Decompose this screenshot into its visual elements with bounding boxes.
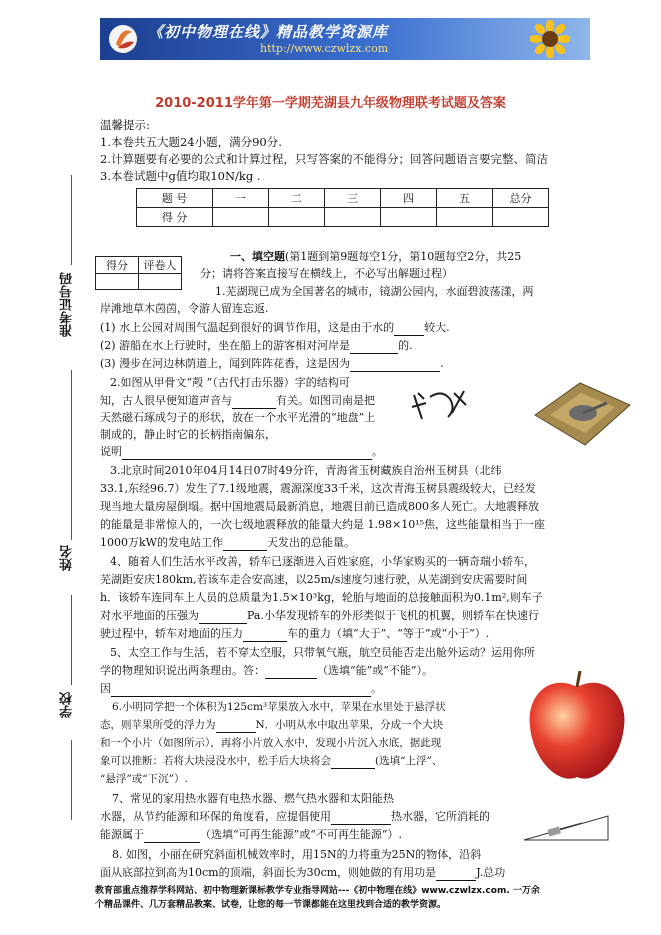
score-table-header: 总分 [493,189,549,208]
question-text: 1000万kW的发电站工作 [100,536,223,549]
answer-blank[interactable] [331,810,391,825]
score-row-label: 得 分 [137,208,213,227]
question-text: 5、太空工作与生活，若不穿太空服，只带氧气瓶，航空员能否走出舱外运动？运用你所 [110,646,535,659]
question-text: 能源属于 [100,828,144,841]
answer-blank[interactable] [394,321,424,336]
question-text: 较大. [424,321,450,334]
score-table-header: 一 [213,189,269,208]
question-text: (1) 水上公园对周围气温起到很好的调节作用，这是由于水的 [100,321,395,334]
score-cell[interactable] [381,208,437,227]
question-text: N．小明从水中取出苹果，分成一个大块 [255,719,444,731]
question-text: 有关。如图司南是把 [276,394,375,407]
question-text: 3.北京时间2010年04月14日07时49分许，青海省玉树藏族自治州玉树县（北纬 [110,464,502,477]
question-text: h．该轿车连同车上人员的总质量为1.5×10³kg，轮胎与地面的总接触面积为0.1m²,则车子 [100,591,543,604]
answer-blank[interactable] [216,718,256,733]
banner-title: 《初中物理在线》精品教学资源库 [148,23,389,41]
section-note: (第1题到第9题每空1分，第10题每空2分，共25 [285,250,522,263]
question-text: 说明 [100,445,122,458]
score-table [136,188,549,227]
section-heading: 一、填空题 [230,250,285,263]
question-text: （选填“能”或“不能”）。 [317,664,433,677]
binding-line [71,370,72,540]
question-text: 7、常见的家用热水器有电热水器、燃气热水器和太阳能热 [112,792,394,805]
question-text: （选填“可再生能源”或“不可再生能源”）. [200,828,402,841]
footer-text: 个精品课件、几万套精品教案、试卷，让您的每一节课都能在这里找到合适的教学资源。 [95,900,447,910]
header-banner [100,18,590,60]
score-cell[interactable] [493,208,549,227]
question-text: 2.如图从甲骨文“殸 ”（古代打击乐器）字的结构可 [110,376,350,389]
grader-table [95,256,182,290]
score-cell[interactable] [269,208,325,227]
logo-icon [108,22,138,56]
question-text: 现当地大量房屋倒塌。据中国地震局最新消息，地震目前已造成800多人死亡。大地震释放 [100,500,539,513]
answer-blank[interactable] [144,828,200,843]
notice-item: 1.本卷共五大题24小题，满分90分. [100,135,282,149]
question-text: 。 [372,445,383,458]
notice-heading: 温馨提示: [100,118,150,132]
answer-blank[interactable] [223,536,267,551]
question-text: 制成的，静止时它的长柄指南偏东， [100,428,276,441]
question-text: 的. [398,339,413,352]
question-text: 8. 如图，小丽在研究斜面机械效率时，用15N的力将重为25N的物体，沿斜 [112,848,482,861]
footer-text: 教育部重点推荐学科网站、初中物理新课标教学专业指导网站---《初中物理在线》www.czwlzx.com. 一万余 [95,886,540,896]
notice-item: 2.计算题要有必要的公式和计算过程，只写答案的不能得分；回答问题语言要完整、简洁 [100,152,548,166]
question-text: (2) 游船在水上行驶时，坐在船上的游客相对河岸是 [100,339,351,352]
sunflower-icon [530,20,570,58]
question-text: 天然磁石琢成匀子的形状，放在一个水平光滑的“地盘”上 [100,411,376,424]
score-table-header: 四 [381,189,437,208]
question-text: (选填“上浮”、 [375,755,443,767]
document-title: 2010-2011学年第一学期芜湖县九年级物理联考试题及答案 [155,96,506,111]
grader-cell[interactable] [96,274,139,290]
grader-cell[interactable] [139,274,182,290]
question-text: 。 [371,682,382,695]
question-text: 象可以推断：若将大块浸没水中，松手后大块将会 [100,755,331,767]
answer-blank[interactable] [243,627,287,642]
question-text: 车的重力（填“大于”、“等于”或“小于”）. [287,627,490,640]
answer-blank[interactable] [122,445,372,460]
name-label: 姓名 [60,545,75,571]
question-text: 33.1,东经96.7）发生了7.1级地震，震源深度33千米，这次青海玉树县震级较大，已经发 [100,482,536,495]
oracle-bone-icon [408,385,470,429]
question-text: 和一个小片（如图所示），再将小片放入水中，发现小片沉入水底，据此现 [100,737,442,749]
exam-number-label: 准考证号码 [60,272,75,337]
notice-item: 3.本卷试题中g值均取10N/kg . [100,169,261,183]
question-text: 面从底部拉到高为10cm的顶端，斜面长为30cm，则她做的有用功是 [100,866,437,879]
score-cell[interactable] [213,208,269,227]
grader-header: 评卷人 [139,257,182,274]
score-table-header: 题 号 [137,189,213,208]
binding-line [71,175,72,265]
question-text: 驶过程中，轿车对地面的压力 [100,627,243,640]
apple-icon [520,665,635,790]
answer-blank[interactable] [199,609,247,624]
question-text: . [440,357,444,370]
question-text: 水器，从节约能源和环保的角度看，应提倡使用 [100,810,331,823]
answer-blank[interactable] [331,754,375,769]
answer-blank[interactable] [232,394,276,409]
question-text: 对水平地面的压强为 [100,609,199,622]
question-text: 因 [100,682,111,695]
grader-header: 得分 [96,257,139,274]
binding-line [71,595,72,685]
incline-icon [520,812,612,842]
question-text: 态，则苹果所受的浮力为 [100,719,216,731]
question-text: 热水器，它所消耗的 [391,810,490,823]
score-cell[interactable] [325,208,381,227]
answer-blank[interactable] [265,664,317,679]
score-table-header: 三 [325,189,381,208]
question-text: Pa.小华发现轿车的外形类似于飞机的机翼，则轿车在快速行 [247,609,539,622]
binding-line [71,740,72,820]
school-label: 学校 [60,692,75,718]
question-text: 岸滩地草木茵茵，令游人留连忘返. [100,302,269,315]
compass-sinan-icon [525,375,635,450]
question-text: 学的物理知识说出两条理由。答： [100,664,265,677]
question-text: “悬浮”或“下沉”）. [100,773,188,785]
answer-blank[interactable] [111,682,371,697]
answer-blank[interactable] [436,866,476,881]
question-text: 知，古人很早便知道声音与 [100,394,232,407]
question-text: 天发出的总能量。 [266,536,355,549]
answer-blank[interactable] [350,339,398,354]
score-table-header: 五 [437,189,493,208]
answer-blank[interactable] [350,357,440,372]
question-text: J.总功 [476,866,506,879]
question-text: 6.小明同学把一个体积为125cm³苹果放入水中，苹果在水里处于悬浮状 [112,701,446,713]
section-note: 分；请将答案直接写在横线上，不必写出解题过程） [200,267,453,280]
question-text: (3) 漫步在河边林荫道上，闻到阵阵花香，这是因为 [100,357,351,370]
question-text: 1.芜湖现已成为全国著名的城市，镜湖公园内，水面碧波荡漾，两 [215,285,534,298]
score-table-header: 二 [269,189,325,208]
question-text: 的能量是非常惊人的，一次七级地震释放的能量大约是 1.98×10¹⁵焦，这些能量相当于一座 [100,518,546,531]
question-text: 4、随着人们生活水平改善，轿车已逐渐进入百姓家庭，小华家购买的一辆奇瑞小轿车， [110,555,535,568]
score-cell[interactable] [437,208,493,227]
banner-url[interactable]: http://www.czwlzx.com [260,42,389,55]
question-text: 芜湖距安庆180km,若该车走合安高速，以25m/s速度匀速行驶，从芜湖到安庆需要时间 [100,573,528,586]
